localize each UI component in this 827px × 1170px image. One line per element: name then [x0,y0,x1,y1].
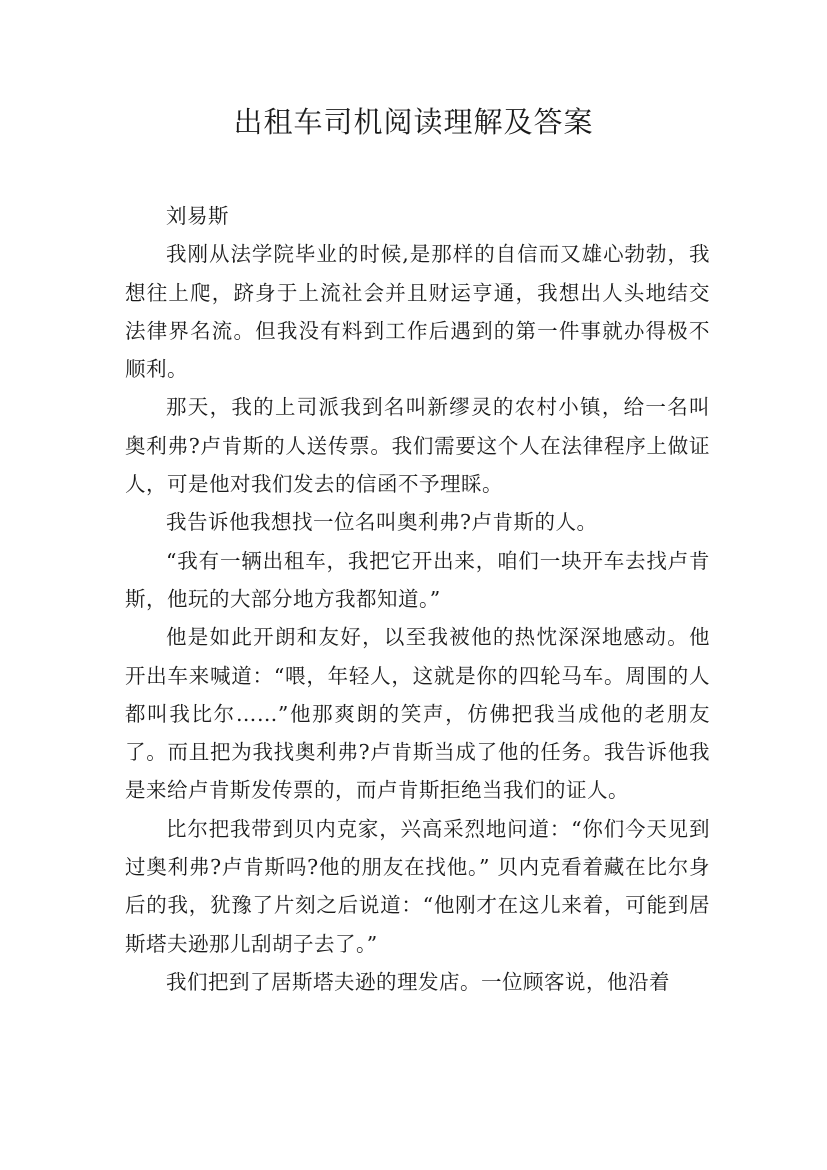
paragraph: 那天，我的上司派我到名叫新缪灵的农村小镇，给一名叫奥利弗?卢肯斯的人送传票。我们需要这个人在法律程序上做证人，可是他对我们发去的信函不予理睬。 [125,395,710,497]
paragraph: 比尔把我带到贝内克家，兴高采烈地问道：“你们今天见到过奥利弗?卢肯斯吗?他的朋友在找他。” 贝内克看着藏在比尔身后的我，犹豫了片刻之后说道：“他刚才在这儿来着，可能到居斯塔夫逊那儿刮胡子去了。” [125,816,710,956]
paragraph: 他是如此开朗和友好，以至我被他的热忱深深地感动。他开出车来喊道：“喂，年轻人，这就是你的四轮马车。周围的人都叫我比尔……”他那爽朗的笑声，仿佛把我当成他的老朋友了。而且把为我找奥利弗?卢肯斯当成了他的任务。我告诉他我是来给卢肯斯发传票的，而卢肯斯拒绝当我们的证人。 [125,625,710,803]
paragraph: 我告诉他我想找一位名叫奥利弗?卢肯斯的人。 [166,510,598,535]
document-title: 出租车司机阅读理解及答案 [233,105,594,139]
paragraph: 我们把到了居斯塔夫逊的理发店。一位顾客说，他沿着 [166,969,670,994]
paragraph: “我有一辆出租车，我把它开出来，咱们一块开车去找卢肯斯，他玩的大部分地方我都知道。” [125,548,710,611]
author-line: 刘易斯 [166,204,229,228]
document-body [125,197,710,1001]
paragraph: 我刚从法学院毕业的时候,是那样的自信而又雄心勃勃，我想往上爬，跻身于上流社会并且财运亨通，我想出人头地结交法律界名流。但我没有料到工作后遇到的第一件事就办得极不顺利。 [125,242,710,382]
